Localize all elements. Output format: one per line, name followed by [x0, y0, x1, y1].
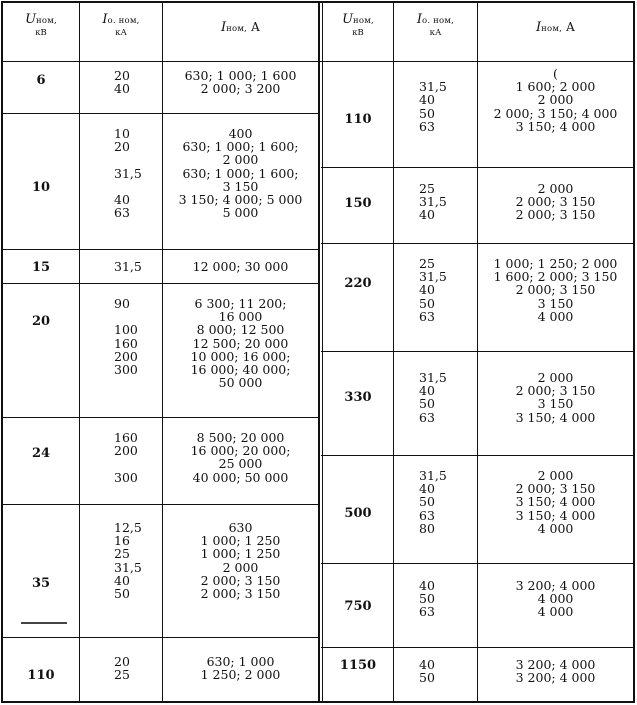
left-row-rule — [1, 417, 319, 418]
breaking-current-value: 300 — [114, 362, 138, 377]
rated-current-value: 3 150; 4 000 — [515, 494, 596, 510]
rated-current-value: 10 000; 16 000; — [190, 348, 291, 364]
rated-current-value: 3 150 — [222, 178, 259, 194]
voltage-cell: 15 — [31, 260, 51, 275]
breaking-current-value: 50 — [419, 396, 435, 412]
breaking-current-value: 31,5 — [419, 79, 447, 95]
breaking-current-value: 300 — [114, 469, 138, 485]
rated-current-value: 2 000 — [222, 559, 259, 575]
breaking-current-value: 160 — [114, 430, 138, 445]
voltage-cell: 20 — [31, 314, 51, 329]
right-row-rule — [321, 563, 635, 564]
rated-current-value: 2 000; 3 150 — [200, 572, 281, 588]
rated-current-value: 3 150 — [537, 396, 574, 412]
header-i-unit: А — [565, 20, 575, 34]
breaking-current-value: 40 — [419, 481, 435, 497]
header-io-unit: кА — [115, 28, 127, 38]
rated-current-value: 630; 1 000; 1 600; — [182, 165, 299, 181]
rated-current-value: 2 000; 3 200 — [200, 81, 281, 97]
breaking-current-value: 25 — [419, 256, 435, 271]
rated-current-value: 12 500; 20 000 — [192, 335, 289, 351]
breaking-current-value: 63 — [114, 205, 130, 221]
header-u-unit: кВ — [352, 28, 364, 38]
header-io-sub: о. ном — [422, 16, 452, 26]
rated-current-value: 2 000 — [537, 468, 574, 483]
rated-current-value: 3 150; 4 000; 5 000 — [178, 192, 303, 207]
breaking-current-value: 40 — [419, 207, 435, 223]
header-u-nom: Uном, кВ — [3, 13, 79, 38]
voltage-current-table — [1, 1, 635, 703]
rated-current-value: 1 000; 1 250 — [200, 533, 281, 549]
left-row-rule — [1, 637, 319, 638]
left-row-rule — [1, 504, 319, 505]
col-rule-1 — [79, 1, 80, 703]
rated-current-value: 3 150; 4 000 — [515, 507, 596, 523]
breaking-current-value: 200 — [114, 443, 138, 459]
rated-current-value: 2 000 — [537, 370, 574, 385]
breaking-current-value: 31,5 — [419, 269, 447, 285]
voltage-cell: 1150 — [339, 658, 377, 673]
voltage-cell: 110 — [344, 112, 372, 127]
table-left-border — [1, 1, 3, 703]
breaking-current-value: 31,5 — [419, 370, 447, 385]
breaking-current-value: 63 — [419, 118, 435, 134]
breaking-current-value: 90 — [114, 296, 130, 311]
rated-current-value: 1 600; 2 000 — [515, 79, 596, 95]
breaking-current-value: 50 — [419, 105, 435, 121]
voltage-cell: 35 — [31, 576, 51, 591]
voltage-cell: 24 — [31, 446, 51, 461]
rated-current-value: 3 150 — [537, 295, 574, 311]
rated-current-value: 6 300; 11 200; — [194, 296, 287, 311]
breaking-current-value: 16 — [114, 533, 130, 549]
rated-current-value: 630 — [228, 520, 253, 535]
breaking-current-value: 100 — [114, 322, 138, 338]
breaking-current-value: 160 — [114, 335, 138, 351]
right-row-rule — [321, 243, 635, 244]
breaking-current-value: 40 — [419, 92, 435, 108]
breaking-current-value: 20 — [114, 68, 130, 83]
voltage-cell: 220 — [344, 276, 372, 291]
breaking-current-value: 10 — [114, 126, 130, 141]
header-io-symbol: I — [102, 12, 108, 27]
rated-current-value: 630; 1 000; 1 600 — [184, 68, 297, 83]
right-row-rule — [321, 647, 635, 648]
voltage-cell: 10 — [31, 180, 51, 195]
breaking-current-value: 31,5 — [419, 194, 447, 210]
breaking-current-value: 50 — [114, 586, 130, 601]
rated-current-value: 2 000 — [537, 92, 574, 108]
rated-current-value: 630; 1 000 — [206, 654, 275, 669]
rated-current-value: 12 000; 30 000 — [192, 259, 289, 274]
header-u-sub: ном — [36, 16, 55, 26]
col-rule-middle-2 — [322, 1, 323, 703]
rated-current-value: 3 200; 4 000 — [515, 657, 596, 672]
header-io-nom-right: Iо. ном, кА — [394, 13, 477, 38]
rated-current-value: 16 000 — [218, 309, 263, 325]
rated-current-value: 25 000 — [218, 456, 263, 472]
header-u-nom-right: Uном, кВ — [323, 13, 393, 38]
rated-current-value: 1 600; 2 000; 3 150 — [493, 269, 618, 285]
rated-current-value: 3 200; 4 000 — [515, 578, 596, 593]
voltage-cell: 6 — [36, 73, 46, 88]
breaking-current-value: 40 — [114, 192, 130, 207]
rated-current-value: 2 000; 3 150 — [515, 383, 596, 399]
voltage-cell: 150 — [344, 196, 372, 211]
header-io-nom: Iо. ном, кА — [80, 13, 162, 38]
rated-current-value: 2 000; 3 150 — [515, 282, 596, 298]
left-row-rule — [1, 113, 319, 114]
rated-current-value: 3 200; 4 000 — [515, 670, 596, 686]
header-u-symbol: U — [342, 12, 354, 27]
rated-current-value: 400 — [228, 126, 253, 141]
rated-current-value: 40 000; 50 000 — [192, 469, 289, 485]
rated-current-value: 4 000 — [537, 308, 574, 324]
voltage-cell: 500 — [344, 506, 372, 521]
breaking-current-value: 40 — [419, 578, 435, 593]
col-rule-4 — [393, 1, 394, 703]
breaking-current-value: 80 — [419, 520, 435, 536]
breaking-current-value: 200 — [114, 348, 138, 364]
breaking-current-value: 25 — [114, 546, 130, 562]
voltage-cell: 750 — [344, 599, 372, 614]
right-row-rule — [321, 167, 635, 168]
rated-current-value: 1 250; 2 000 — [200, 667, 281, 683]
left-row-rule — [1, 249, 319, 250]
breaking-current-value: 40 — [114, 81, 130, 97]
rated-current-value: 4 000 — [537, 604, 574, 620]
header-i-unit: А — [250, 20, 260, 34]
header-u-sub: ном — [353, 16, 372, 26]
header-i-symbol: I — [221, 20, 227, 35]
header-i-nom: Iном, А — [221, 20, 260, 35]
breaking-current-value: 50 — [419, 494, 435, 510]
rated-current-value: 2 000; 3 150 — [200, 586, 281, 601]
rated-current-value: 3 150; 4 000 — [515, 409, 596, 425]
table-right-border — [633, 1, 635, 703]
breaking-current-value: 31,5 — [419, 468, 447, 483]
rated-current-value: 16 000; 20 000; — [190, 443, 291, 459]
rated-current-value: 3 150; 4 000 — [515, 118, 596, 134]
rated-current-value: 4 000 — [537, 520, 574, 536]
header-io-sub: о. ном — [107, 16, 137, 26]
voltage-cell: 330 — [344, 390, 372, 405]
header-i-symbol: I — [536, 20, 542, 35]
breaking-current-value: 25 — [114, 667, 130, 683]
rated-current-value: 50 000 — [218, 375, 263, 391]
rated-current-value: 8 500; 20 000 — [196, 430, 285, 445]
voltage-cell: 110 — [27, 668, 55, 683]
header-i-sub: ном — [226, 24, 245, 34]
breaking-current-value: 20 — [114, 654, 130, 669]
breaking-current-value: 40 — [114, 572, 130, 588]
right-row-rule — [321, 455, 635, 456]
col-rule-middle — [318, 1, 320, 703]
breaking-current-value: 31,5 — [114, 259, 142, 274]
breaking-current-value: 25 — [419, 181, 435, 196]
rated-current-value: 1 000; 1 250; 2 000 — [493, 256, 618, 271]
rated-current-value: 2 000; 3 150 — [515, 207, 596, 223]
rated-current-value: 2 000 — [537, 181, 574, 196]
header-io-symbol: I — [416, 12, 423, 27]
header-u-symbol: U — [25, 12, 37, 27]
stray-mark — [21, 622, 67, 624]
left-row-rule — [1, 283, 319, 284]
rated-current-value: 2 000; 3 150 — [515, 481, 596, 497]
rated-current-value: 5 000 — [222, 205, 259, 221]
header-i-sub: ном — [541, 24, 560, 34]
breaking-current-value: 40 — [419, 383, 435, 399]
header-u-unit: кВ — [35, 28, 47, 38]
rated-current-value: 630; 1 000; 1 600; — [182, 139, 299, 155]
breaking-current-value: 63 — [419, 409, 435, 425]
header-io-unit: кА — [429, 28, 442, 38]
breaking-current-value: 20 — [114, 139, 130, 155]
rated-current-value: 4 000 — [537, 591, 574, 607]
breaking-current-value: 50 — [419, 295, 435, 311]
rated-current-value: 1 000; 1 250 — [200, 546, 281, 562]
header-i-nom-right: Iном, А — [536, 20, 575, 35]
breaking-current-value: 40 — [419, 282, 435, 298]
breaking-current-value: 63 — [419, 507, 435, 523]
rated-current-value: 2 000; 3 150 — [515, 194, 596, 210]
rated-current-value: 16 000; 40 000; — [190, 362, 291, 377]
breaking-current-value: 50 — [419, 670, 435, 686]
rated-current-value: 8 000; 12 500 — [196, 322, 285, 338]
rated-current-value: ( — [553, 66, 558, 81]
rated-current-value: 2 000; 3 150; 4 000 — [493, 105, 618, 121]
breaking-current-value: 31,5 — [114, 165, 142, 181]
right-row-rule — [321, 351, 635, 352]
breaking-current-value: 12,5 — [114, 520, 142, 535]
breaking-current-value: 31,5 — [114, 559, 142, 575]
header-rule — [1, 61, 635, 62]
breaking-current-value: 50 — [419, 591, 435, 607]
rated-current-value: 2 000 — [222, 152, 259, 168]
breaking-current-value: 63 — [419, 604, 435, 620]
breaking-current-value: 63 — [419, 308, 435, 324]
breaking-current-value: 40 — [419, 657, 435, 672]
